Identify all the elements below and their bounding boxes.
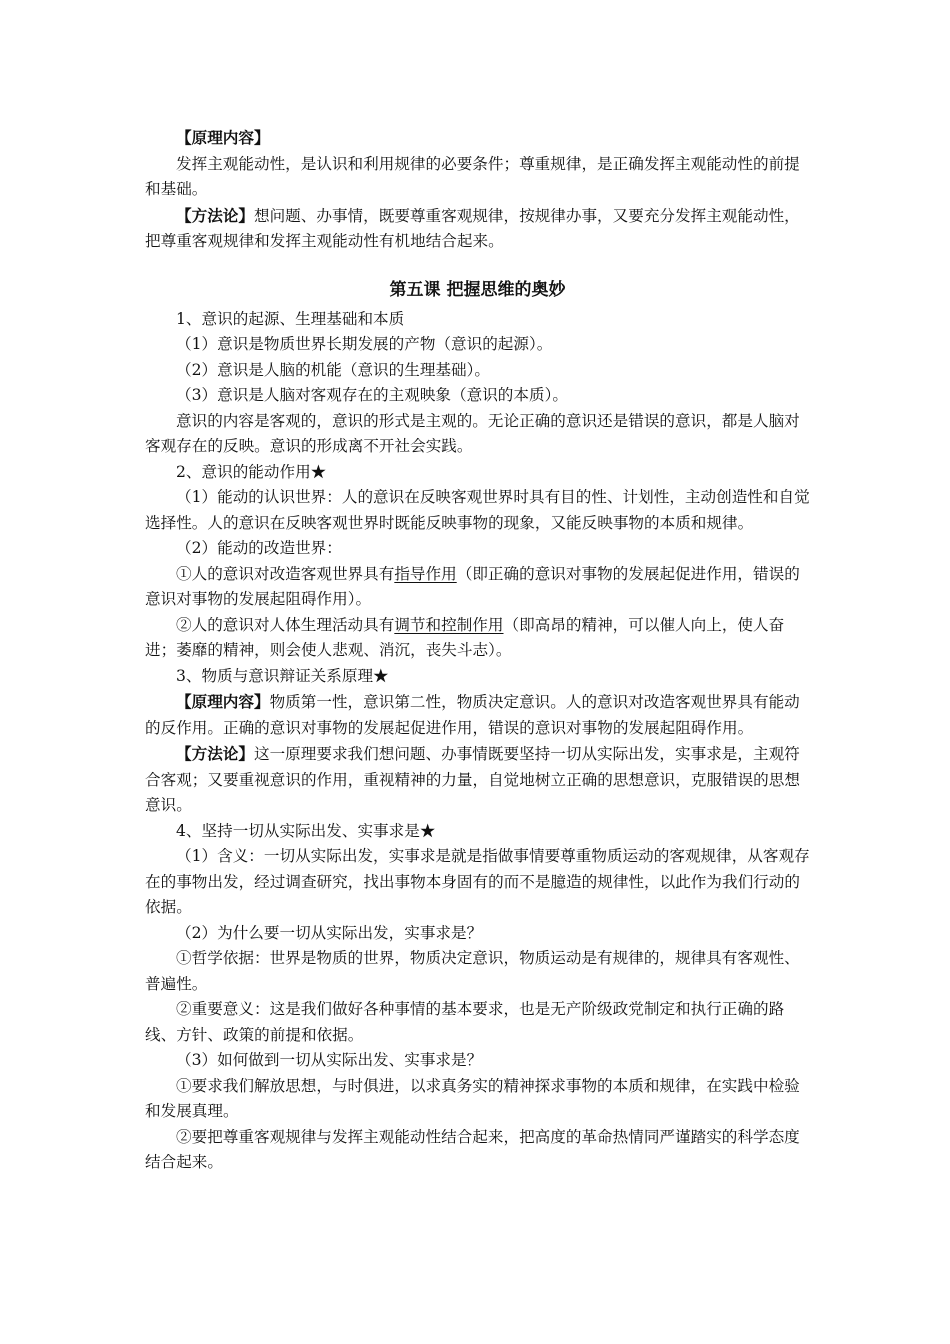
s1-paragraph: 意识的内容是客观的，意识的形式是主观的。无论正确的意识还是错误的意识，都是人脑对客观存在的反映。意识的形成离不开社会实践。 — [145, 411, 800, 455]
s1-item-3: （3）意识是人脑对客观存在的主观映象（意识的本质）。 — [176, 386, 568, 404]
s3-method — [145, 741, 810, 819]
s4-heading: 4、坚持一切从实际出发、实事求是★ — [176, 821, 436, 840]
s4-item-1: （1）含义：一切从实际出发，实事求是就是指做事情要尊重物质运动的客观规律，从客观存在的事物出发，经过调查研究，找出事物本身固有的而不是臆造的规律性，以此作为我们行动的依据。 — [145, 847, 810, 916]
s2-heading: 2、意识的能动作用★ — [176, 462, 327, 481]
s2-sub-2-pre: ②人的意识对人体生理活动具有 — [176, 615, 395, 634]
s3-principle-text: 物质第一性，意识第二性，物质决定意识。人的意识对改造客观世界具有能动的反作用。正确的意识对事物的发展起促进作用，错误的意识对事物的发展起阻碍作用。 — [145, 693, 800, 737]
s3-heading: 3、物质与意识辩证关系原理★ — [176, 666, 389, 685]
s3-principle — [145, 689, 810, 741]
principle-text: 发挥主观能动性，是认识和利用规律的必要条件；尊重规律，是正确发挥主观能动性的前提和基础。 — [145, 154, 800, 198]
s4-item-3a: ①要求我们解放思想，与时俱进，以求真务实的精神探求事物的本质和规律，在实践中检验和发展真理。 — [145, 1076, 800, 1120]
s4-item-2: （2）为什么要一切从实际出发，实事求是？ — [176, 923, 483, 942]
s2-sub-1 — [145, 562, 810, 613]
s2-sub-1-pre: ①人的意识对改造客观世界具有 — [176, 564, 395, 583]
lesson-title: 第五课 把握思维的奥妙 — [389, 279, 566, 300]
s3-method-text: 这一原理要求我们想问题、办事情既要坚持一切从实际出发，实事求是，主观符合客观；又要重视意识的作用，重视精神的力量，自觉地树立正确的思想意识，克服错误的思想意识。 — [145, 745, 800, 814]
s4-item-2a: ①哲学依据：世界是物质的世界，物质决定意识，物质运动是有规律的，规律具有客观性、普遍性。 — [145, 949, 800, 993]
s4-item-2b: ②重要意义：这是我们做好各种事情的基本要求，也是无产阶级政党制定和执行正确的路线、方针、政策的前提和依据。 — [145, 1000, 785, 1044]
s4-item-3: （3）如何做到一切从实际出发、实事求是？ — [176, 1051, 483, 1069]
s3-method-label: 【方法论】 — [176, 744, 254, 763]
s2-sub-2-post: （即高昂的精神，可以催人向上，使人奋进；萎靡的精神，则会使人悲观、消沉，丧失斗志）。 — [145, 615, 785, 659]
s4-item-3b: ②要把尊重客观规律与发挥主观能动性结合起来，把高度的革命热情同严谨踏实的科学态度结合起来。 — [145, 1127, 800, 1171]
s2-sub-2-underlined: 调节和控制作用 — [394, 615, 504, 634]
method-text: 想问题、办事情，既要尊重客观规律，按规律办事，又要充分发挥主观能动性，把尊重客观规律和发挥主观能动性有机地结合起来。 — [145, 206, 800, 250]
s1-item-1: （1）意识是物质世界长期发展的产物（意识的起源）。 — [176, 335, 553, 353]
s2-item-1: （1）能动的认识世界：人的意识在反映客观世界时具有目的性、计划性，主动创造性和自觉选择性。人的意识在反映客观世界时既能反映事物的现象，又能反映事物的本质和规律。 — [145, 488, 810, 532]
s2-sub-1-post: （即正确的意识对事物的发展起促进作用，错误的意识对事物的发展起阻碍作用）。 — [145, 564, 800, 608]
s2-item-2: （2）能动的改造世界： — [176, 539, 342, 557]
s2-sub-1-underlined: 指导作用 — [394, 564, 457, 583]
s1-item-2: （2）意识是人脑的机能（意识的生理基础）。 — [176, 360, 490, 379]
s2-sub-2 — [145, 613, 810, 664]
s3-principle-label: 【原理内容】 — [176, 692, 270, 711]
method-label: 【方法论】 — [176, 205, 254, 225]
document-page — [145, 125, 810, 1176]
s1-heading: 1、意识的起源、生理基础和本质 — [176, 309, 405, 328]
method-paragraph — [145, 203, 810, 255]
principle-label: 【原理内容】 — [176, 128, 270, 147]
